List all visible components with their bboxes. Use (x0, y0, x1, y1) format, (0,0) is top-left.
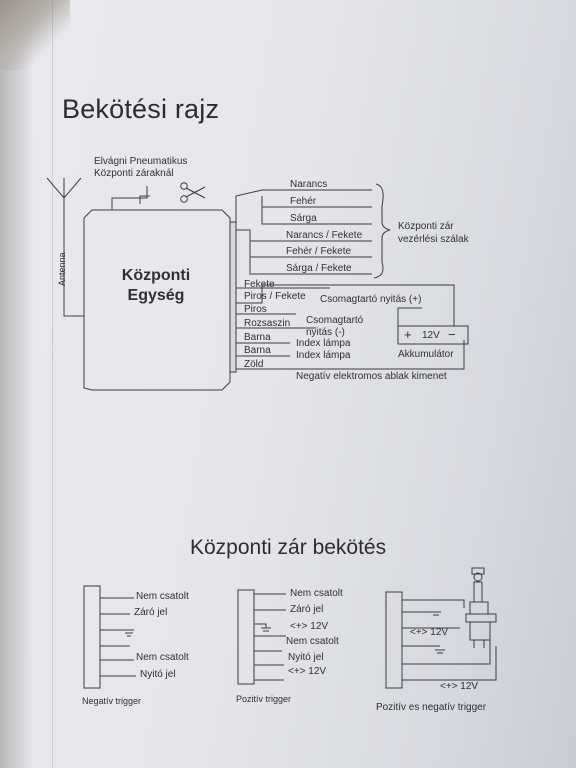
pos-label-6: <+> 12V (288, 666, 327, 677)
func-trunk-minus-2: nyitás (-) (306, 327, 345, 338)
battery-label: Akkumulátor (398, 349, 454, 360)
neg-label-2: Záró jel (134, 607, 168, 618)
wire-feher: Fehér (290, 196, 317, 207)
ground-symbol (124, 630, 134, 636)
both-voltage-2: <+> 12V (440, 681, 479, 692)
wire-narancs: Narancs (290, 179, 328, 190)
pos-label-3: <+> 12V (290, 621, 329, 632)
wire-sarga: Sárga (290, 213, 317, 224)
wire-feher-fekete: Fehér / Fekete (286, 246, 352, 257)
wire-fekete: Fekete (244, 279, 275, 290)
neg-label-3: Nem csatolt (136, 652, 189, 663)
wire-rozsaszin: Rozsaszin (244, 318, 291, 329)
wire-barna-1: Barna (244, 332, 271, 343)
central-unit-label (104, 266, 208, 306)
wire-barna-2: Barna (244, 345, 271, 356)
wire-piros: Piros (244, 304, 267, 315)
wire-sarga-fekete: Sárga / Fekete (286, 263, 352, 274)
wire-piros-fekete: Piros / Fekete (244, 291, 306, 302)
neg-label-1: Nem csatolt (136, 591, 189, 602)
pos-label-2: Záró jel (290, 604, 324, 615)
group-label-line2: vezérlési szálak (398, 234, 469, 245)
pos-label-4: Nem csatolt (286, 636, 339, 647)
neg-caption: Negatív trigger (82, 696, 142, 706)
unit-line1: Központi (121, 267, 191, 284)
positive-trigger-diagram (238, 590, 286, 684)
page-title: Bekötési rajz (62, 94, 220, 124)
wire-zold: Zöld (244, 359, 264, 370)
battery-minus: − (448, 327, 456, 342)
pos-caption: Pozitív trigger (236, 694, 292, 704)
unit-line2: Egység (127, 287, 185, 304)
both-voltage-1: <+> 12V (410, 627, 449, 638)
cut-note-line2: Központi záraknál (94, 168, 174, 179)
battery-plus: + (404, 327, 412, 342)
scissors-icon (181, 183, 205, 203)
cut-note-line1: Elvágni Pneumatikus (94, 156, 188, 167)
both-caption: Pozitív es negatív trigger (376, 702, 487, 713)
ground-symbol (254, 624, 271, 631)
pos-label-5: Nyitó jel (288, 652, 324, 663)
func-index-1: Index lámpa (296, 338, 351, 349)
battery-voltage: 12V (422, 330, 440, 341)
negative-trigger-diagram (84, 586, 136, 688)
pos-label-1: Nem csatolt (290, 588, 343, 599)
neg-label-4: Nyitó jel (140, 669, 176, 680)
func-trunk-plus: Csomagtartó nyitás (+) (320, 294, 422, 305)
func-index-2: Index lámpa (296, 350, 351, 361)
func-trunk-minus-1: Csomagtartó (306, 315, 364, 326)
wire-narancs-fekete: Narancs / Fekete (286, 230, 363, 241)
func-window: Negatív elektromos ablak kimenet (296, 371, 447, 382)
lock-section-title: Központi zár bekötés (190, 536, 387, 559)
group-label-line1: Központi zár (398, 221, 454, 232)
antenna-label: Antenna (57, 252, 67, 286)
